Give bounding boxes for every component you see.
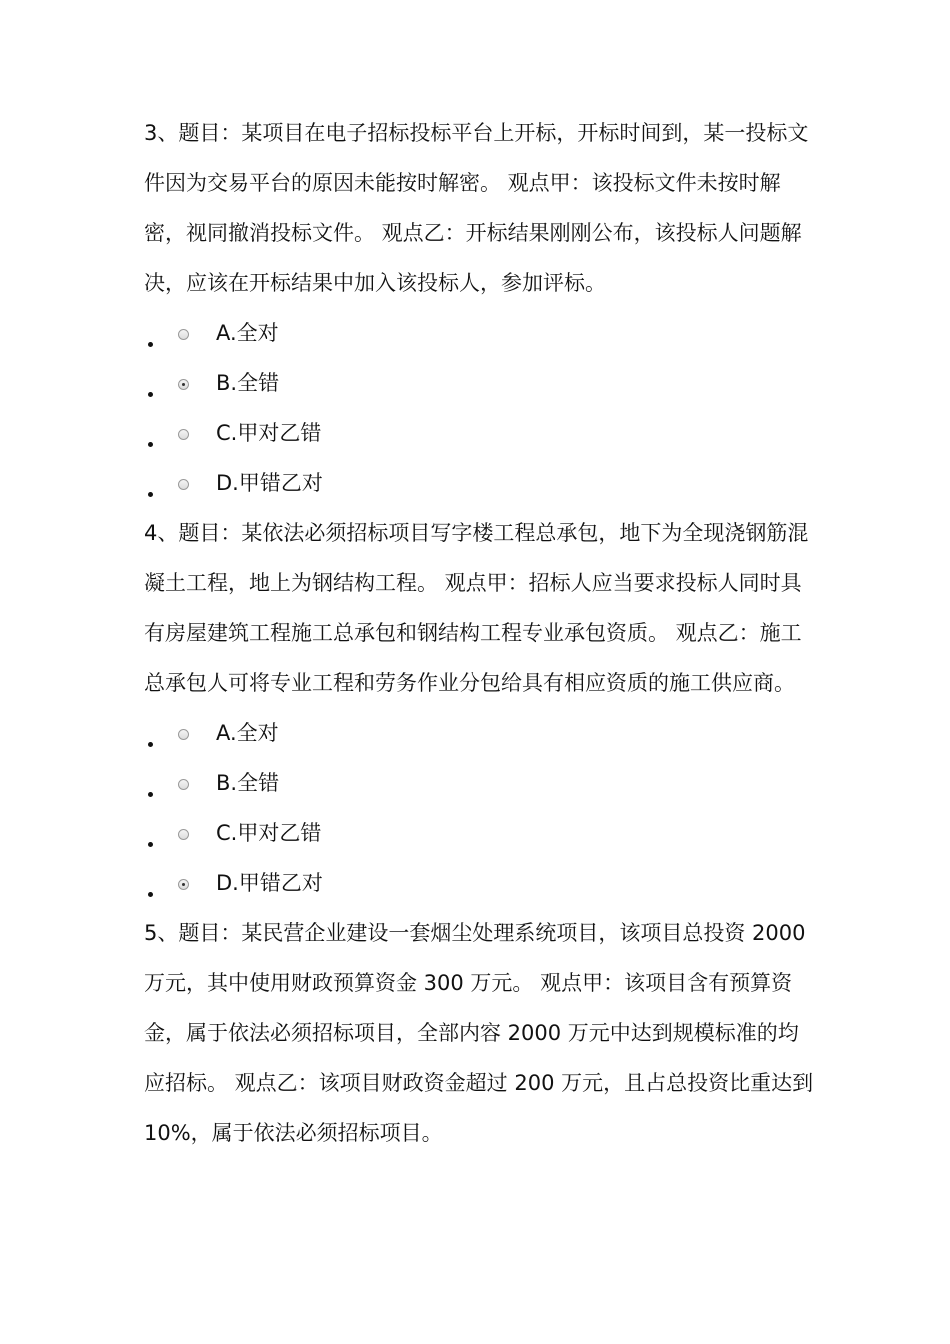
question-4 xyxy=(144,508,814,908)
bullet-dot-icon xyxy=(148,442,153,447)
option-item[interactable] xyxy=(144,308,814,358)
bullet-dot-icon xyxy=(148,792,153,797)
option-label[interactable]: D.甲错乙对 xyxy=(216,471,323,495)
option-item[interactable] xyxy=(144,708,814,758)
bullet-dot-icon xyxy=(148,492,153,497)
question-5 xyxy=(144,908,814,1158)
option-label[interactable]: A.全对 xyxy=(216,721,279,745)
option-item[interactable] xyxy=(144,858,814,908)
option-label[interactable]: D.甲错乙对 xyxy=(216,871,323,895)
option-item[interactable] xyxy=(144,758,814,808)
radio-button[interactable] xyxy=(178,829,189,840)
option-list xyxy=(144,708,814,908)
question-text: 3、题目：某项目在电子招标投标平台上开标，开标时间到，某一投标文件因为交易平台的原因未能按时解密。 观点甲：该投标文件未按时解密，视同撤消投标文件。 观点乙：开标结果刚刚公布，该投标人问题解决，应该在开标结果中加入该投标人，参加评标。 xyxy=(144,121,809,295)
question-text: 4、题目：某依法必须招标项目写字楼工程总承包，地下为全现浇钢筋混凝土工程，地上为钢结构工程。 观点甲：招标人应当要求投标人同时具有房屋建筑工程施工总承包和钢结构工程专业承包资质。 观点乙：施工总承包人可将专业工程和劳务作业分包给具有相应资质的施工供应商。 xyxy=(144,521,809,695)
radio-button[interactable] xyxy=(178,779,189,790)
option-label[interactable]: B.全错 xyxy=(216,771,280,795)
radio-button-selected[interactable] xyxy=(178,879,189,890)
question-3 xyxy=(144,108,814,508)
radio-button[interactable] xyxy=(178,479,189,490)
bullet-dot-icon xyxy=(148,742,153,747)
option-label[interactable]: B.全错 xyxy=(216,371,280,395)
option-label[interactable]: A.全对 xyxy=(216,321,279,345)
radio-button[interactable] xyxy=(178,329,189,340)
document-page xyxy=(144,108,814,1158)
option-item[interactable] xyxy=(144,808,814,858)
option-item[interactable] xyxy=(144,358,814,408)
bullet-dot-icon xyxy=(148,342,153,347)
radio-button[interactable] xyxy=(178,729,189,740)
option-label[interactable]: C.甲对乙错 xyxy=(216,421,322,445)
bullet-dot-icon xyxy=(148,842,153,847)
bullet-dot-icon xyxy=(148,392,153,397)
option-label[interactable]: C.甲对乙错 xyxy=(216,821,322,845)
bullet-dot-icon xyxy=(148,892,153,897)
radio-button[interactable] xyxy=(178,429,189,440)
option-list xyxy=(144,308,814,508)
radio-button-selected[interactable] xyxy=(178,379,189,390)
option-item[interactable] xyxy=(144,458,814,508)
question-text: 5、题目：某民营企业建设一套烟尘处理系统项目，该项目总投资 2000 万元，其中使用财政预算资金 300 万元。 观点甲：该项目含有预算资金，属于依法必须招标项目，全部内容 2000 万元中达到规模标准的均应招标。 观点乙：该项目财政资金超过 200 万元，且占总投资比重达到 10%，属于依法必须招标项目。 xyxy=(144,921,814,1145)
option-item[interactable] xyxy=(144,408,814,458)
